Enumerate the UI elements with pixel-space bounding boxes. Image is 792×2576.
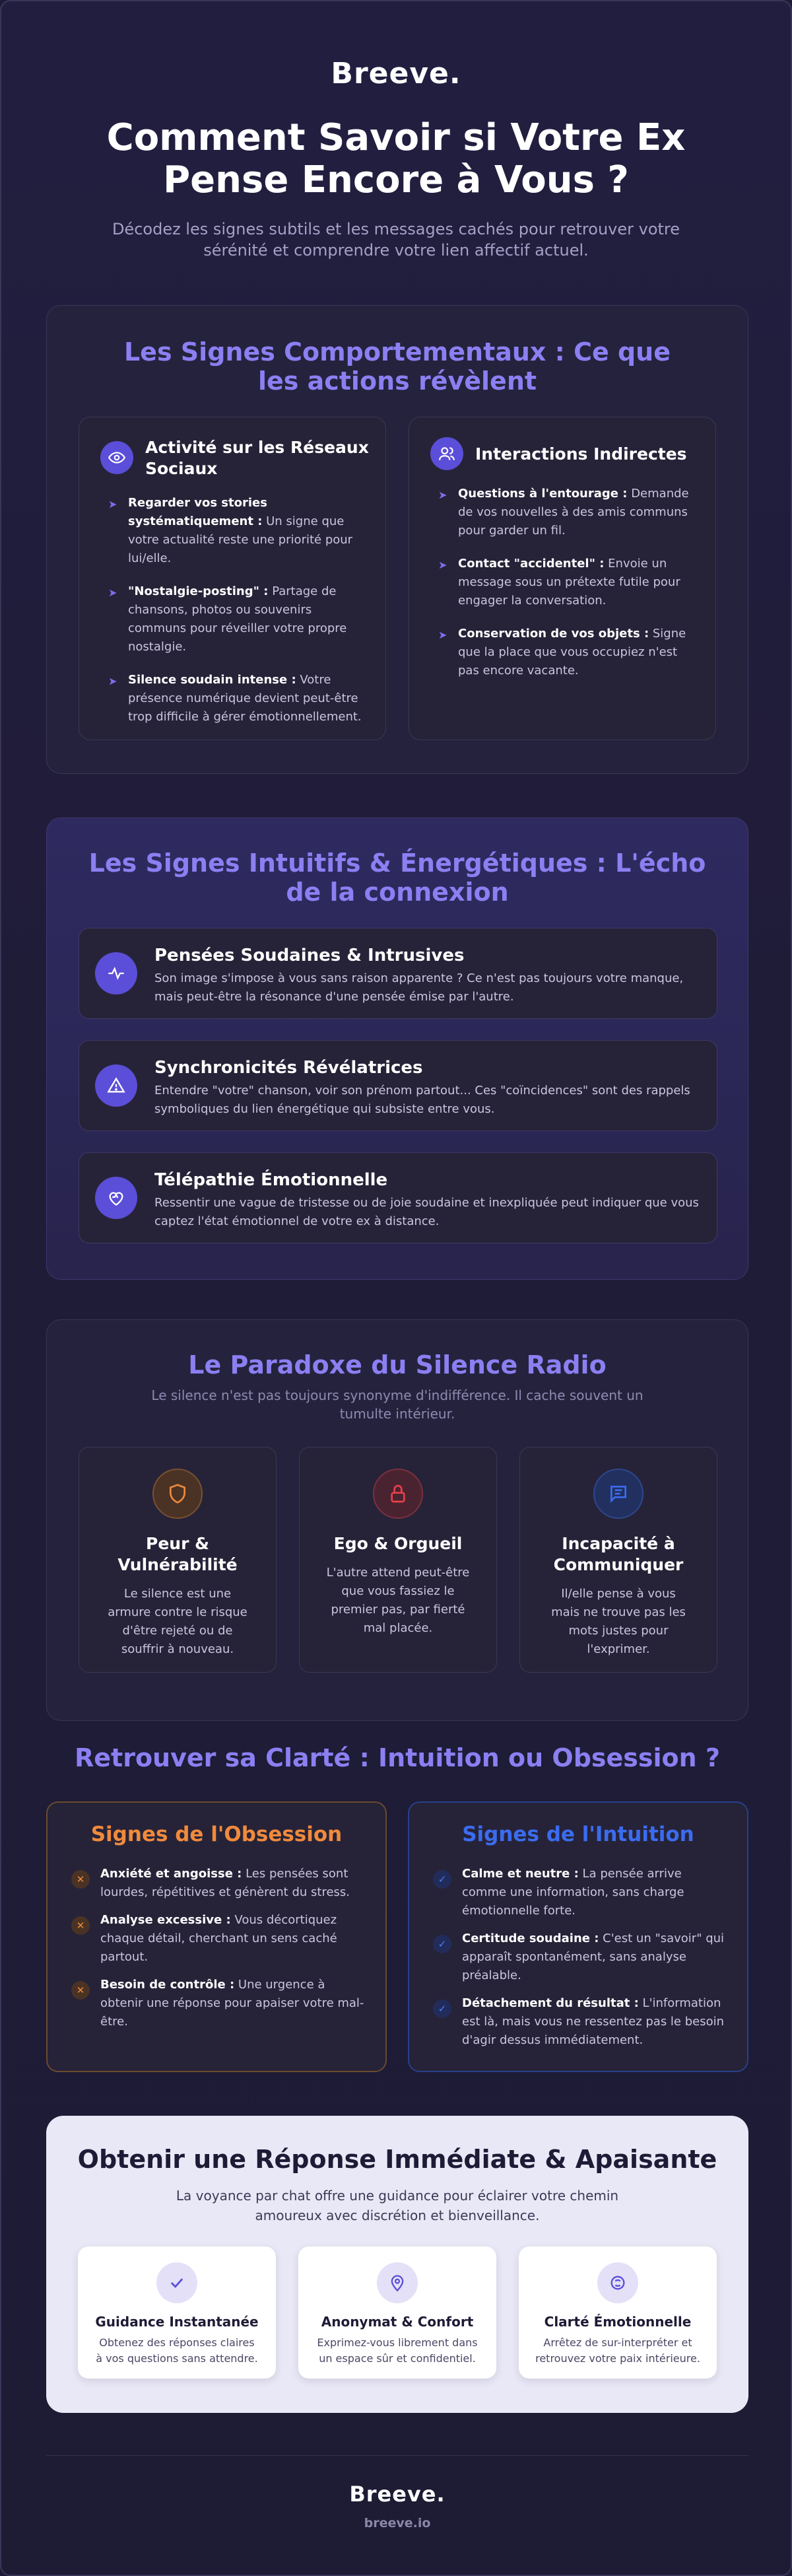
- tile-title: Peur & Vulnérabilité: [117, 1534, 238, 1574]
- list-item: ✕ Analyse excessive : Vous décortiquez chaque détail, cherchant un sens caché partout.: [66, 1911, 367, 1967]
- list-item: ➤ Questions à l'entourage : Demande de vos nouvelles à des amis communs pour garder un fil.: [438, 487, 689, 538]
- cross-icon: ✕: [71, 1916, 90, 1935]
- tile-text: Le silence est une armure contre le risque d'être rejeté ou de souffrir à nouveau.: [108, 1587, 248, 1656]
- cross-icon: ✕: [71, 1870, 90, 1889]
- intuition-list: [428, 1865, 729, 2059]
- card-title: Activité sur les Réseaux Sociaux: [145, 438, 369, 478]
- obsession-list: [66, 1865, 367, 2040]
- intuitive-row: [79, 1152, 717, 1243]
- arrow-icon: ➤: [438, 629, 447, 641]
- check-icon: ✓: [433, 2000, 451, 2018]
- tile-title: Incapacité à Communiquer: [553, 1534, 684, 1574]
- obsession-title: Signes de l'Obsession: [90, 1823, 343, 1846]
- arrow-icon: ➤: [108, 498, 117, 510]
- face-icon: [597, 2262, 638, 2303]
- silence-tile: [79, 1447, 277, 1673]
- hero-subtitle: Décodez les signes subtils et les messages cachés pour retrouver votre sérénité et comprendre votre lien affectif actuel.: [112, 220, 680, 260]
- feature-title: Clarté Émotionnelle: [544, 2314, 692, 2330]
- heart-icon: [95, 1177, 137, 1219]
- row-title: Télépathie Émotionnelle: [154, 1170, 388, 1190]
- footer-url[interactable]: breeve.io: [364, 2516, 431, 2530]
- feature-text: Exprimez-vous librement dans un espace sûr et confidentiel.: [317, 2336, 478, 2365]
- row-text: Entendre "votre" chanson, voir son prénom partout... Ces "coïncidences" sont des rappels symboliques du lien énergétique qui subsiste entre vous.: [154, 1084, 690, 1116]
- footer-logo: Breeve.: [349, 2482, 446, 2507]
- list-item: ✕ Anxiété et angoisse : Les pensées sont lourdes, répétitives et génèrent du stress.: [66, 1865, 367, 1902]
- hero-title: Comment Savoir si Votre Ex Pense Encore à Vous ?: [106, 116, 686, 201]
- pulse-icon: [95, 952, 137, 994]
- feature-title: Anonymat & Confort: [321, 2314, 474, 2330]
- list-item: ➤ Regarder vos stories systématiquement : Un signe que votre actualité reste une priorité pour lui/elle.: [108, 496, 353, 565]
- location-pin-icon: [377, 2262, 418, 2303]
- feature-card: [298, 2246, 496, 2379]
- cta-title: Obtenir une Réponse Immédiate & Apaisante: [77, 2145, 717, 2174]
- check-icon: ✓: [433, 1870, 451, 1889]
- feature-text: Obtenez des réponses claires à vos questions sans attendre.: [96, 2336, 258, 2365]
- cross-icon: ✕: [71, 1981, 90, 2000]
- feature-text: Arrêtez de sur-interpréter et retrouvez votre paix intérieure.: [535, 2336, 700, 2365]
- behavior-title: Les Signes Comportementaux : Ce que les actions révèlent: [123, 337, 671, 396]
- list-item: ✓ Certitude soudaine : C'est un "savoir" qui apparaît spontanément, sans analyse préalable.: [428, 1930, 729, 1985]
- feature-title: Guidance Instantanée: [95, 2314, 259, 2330]
- arrow-icon: ➤: [108, 586, 117, 599]
- card-title: Interactions Indirectes: [475, 444, 687, 464]
- row-title: Pensées Soudaines & Intrusives: [154, 946, 465, 965]
- tile-text: Il/elle pense à vous mais ne trouve pas les mots justes pour l'exprimer.: [551, 1587, 686, 1656]
- row-text: Ressentir une vague de tristesse ou de joie soudaine et inexpliquée peut indiquer que vous captez l'état émotionnel de votre ex à distance.: [154, 1196, 699, 1228]
- feature-card: [78, 2246, 276, 2379]
- bullet-list: [108, 494, 366, 741]
- arrow-icon: ➤: [108, 675, 117, 687]
- bullet-list: [438, 485, 696, 695]
- brand-logo: Breeve.: [331, 57, 461, 90]
- silence-title: Le Paradoxe du Silence Radio: [188, 1350, 607, 1379]
- users-icon: [430, 437, 463, 470]
- obsession-box: [46, 1801, 387, 2072]
- social-activity-card: [79, 417, 386, 740]
- tile-text: L'autre attend peut-être que vous fassiez le premier pas, par fierté mal placée.: [326, 1566, 470, 1635]
- arrow-icon: ➤: [438, 559, 447, 571]
- silence-section: [46, 1319, 748, 1721]
- list-item: ✓ Détachement du résultat : L'information est là, mais vous ne ressentez pas le besoin d'agir dessus immédiatement.: [428, 1994, 729, 2050]
- eye-icon: [100, 441, 133, 474]
- indirect-interactions-card: [409, 417, 716, 740]
- check-icon: [156, 2262, 197, 2303]
- silence-subtitle: Le silence n'est pas toujours synonyme d'indifférence. Il cache souvent un tumulte intérieur.: [151, 1387, 644, 1422]
- behavior-section: [46, 305, 748, 774]
- list-item: ➤ Contact "accidentel" : Envoie un message sous un prétexte futile pour engager la conversation.: [438, 557, 680, 608]
- chat-icon: [593, 1469, 644, 1519]
- intuitive-row: [79, 1040, 717, 1131]
- row-text: Son image s'impose à vous sans raison apparente ? Ce n'est pas toujours votre manque, mais peut-être la résonance d'une pensée émise par l'autre.: [154, 971, 684, 1004]
- list-item: ➤ Conservation de vos objets : Signe que la place que vous occupiez n'est pas encore vacante.: [438, 627, 686, 678]
- cta-section: [46, 2116, 748, 2413]
- warning-icon: [95, 1064, 137, 1107]
- list-item: ➤ Silence soudain intense : Votre présence numérique devient peut-être trop difficile à gérer émotionnellement.: [108, 673, 362, 724]
- tile-title: Ego & Orgueil: [333, 1534, 463, 1553]
- intuitive-section: [46, 818, 748, 1280]
- list-item: ✓ Calme et neutre : La pensée arrive comme une information, sans charge émotionnelle forte.: [428, 1865, 729, 1920]
- list-item: ➤ "Nostalgie-posting" : Partage de chansons, photos ou souvenirs communs pour réveiller votre propre nostalgie.: [108, 584, 347, 654]
- shield-icon: [152, 1469, 203, 1519]
- row-title: Synchronicités Révélatrices: [154, 1058, 423, 1078]
- lock-icon: [373, 1469, 423, 1519]
- check-icon: ✓: [433, 1935, 451, 1953]
- silence-tile: [299, 1447, 497, 1673]
- intuition-title: Signes de l'Intuition: [462, 1823, 694, 1846]
- clarity-title: Retrouver sa Clarté : Intuition ou Obsession ?: [75, 1743, 720, 1772]
- intuitive-row: [79, 928, 717, 1019]
- intuitive-title: Les Signes Intuitifs & Énergétiques : L'écho de la connexion: [88, 849, 706, 907]
- arrow-icon: ➤: [438, 489, 447, 501]
- list-item: ✕ Besoin de contrôle : Une urgence à obtenir une réponse pour apaiser votre mal-être.: [66, 1976, 367, 2031]
- silence-tile: [519, 1447, 717, 1673]
- footer-divider: [46, 2455, 748, 2456]
- intuition-box: [408, 1801, 748, 2072]
- cta-subtitle: La voyance par chat offre une guidance pour éclairer votre chemin amoureux avec discrétion et bienveillance.: [176, 2188, 619, 2223]
- feature-card: [519, 2246, 717, 2379]
